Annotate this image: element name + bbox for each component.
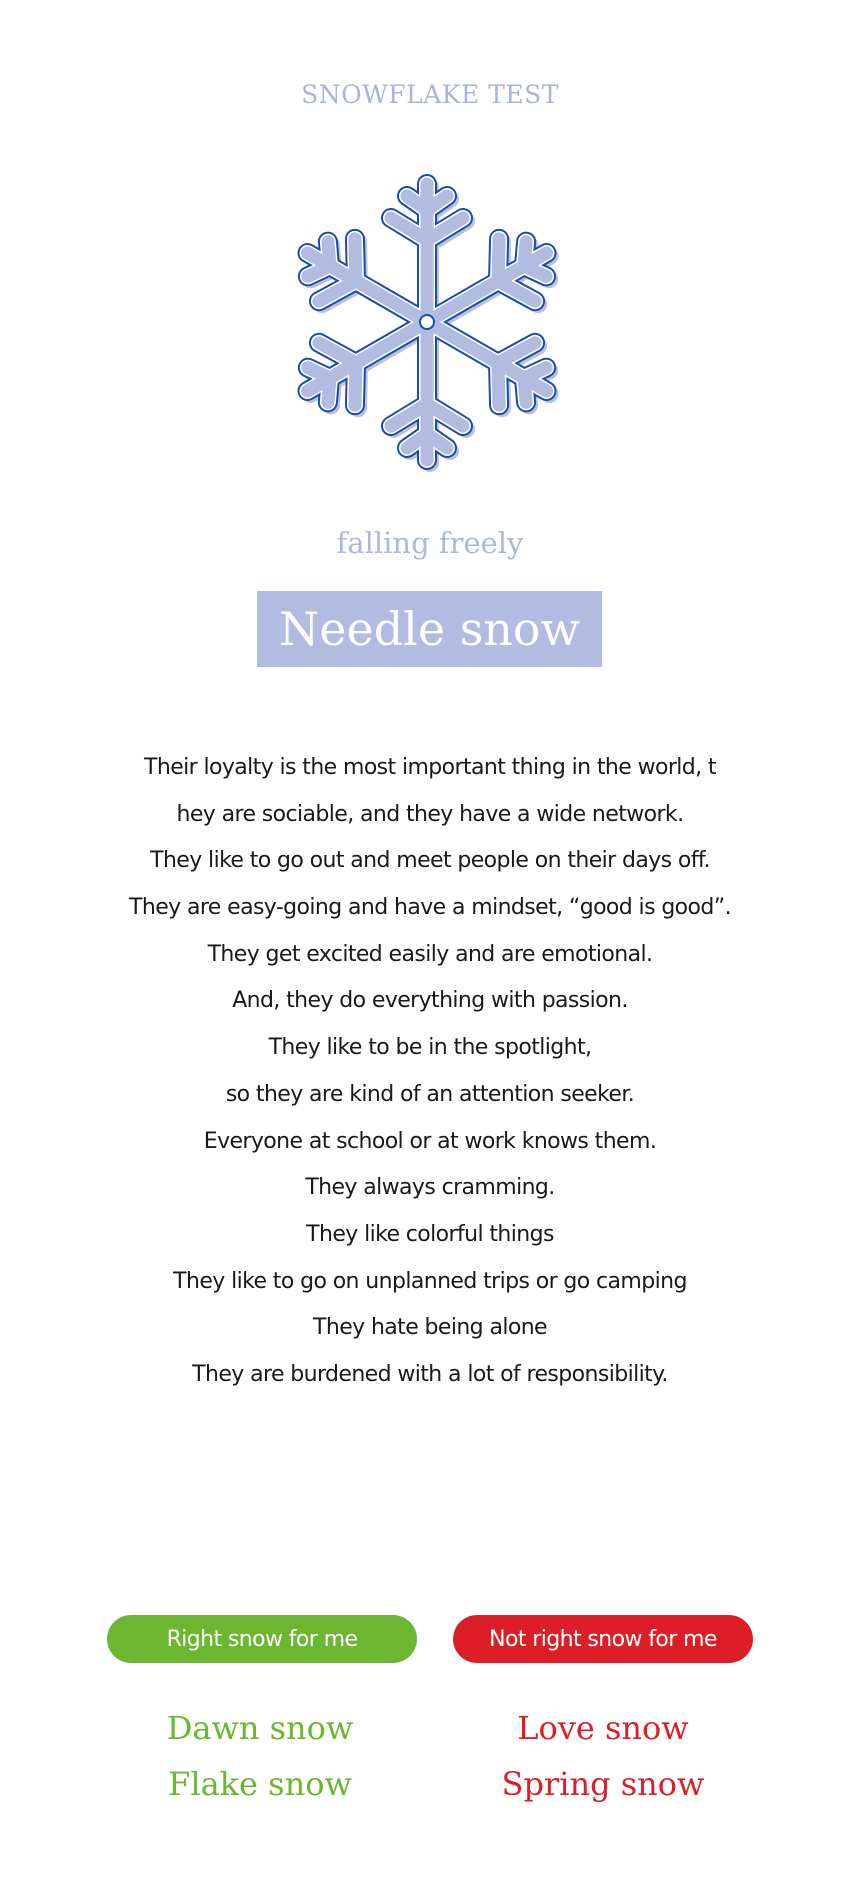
description-line: They always cramming.	[305, 1175, 555, 1201]
not-right-snow-item: Love snow	[517, 1709, 689, 1747]
description-line: They hate being alone	[313, 1315, 547, 1341]
description-list	[60, 745, 800, 1399]
not-right-snow-item: Spring snow	[501, 1765, 705, 1803]
description-line: They like to go out and meet people on their days off.	[150, 848, 710, 874]
description-line: so they are kind of an attention seeker.	[225, 1081, 635, 1107]
result-type-name: Needle snow	[279, 602, 580, 656]
right-snow-list	[100, 1700, 420, 1812]
description-line: They are easy-going and have a mindset, “good is good”.	[129, 895, 731, 921]
not-right-snow-button[interactable]: Not right snow for me	[453, 1615, 753, 1663]
description-line: hey are sociable, and they have a wide network.	[176, 801, 684, 827]
description-line: They get excited easily and are emotional.	[207, 941, 653, 967]
right-snow-item: Dawn snow	[166, 1709, 354, 1747]
description-line: They like colorful things	[306, 1221, 554, 1247]
not-right-snow-list	[443, 1700, 763, 1812]
description-line: They are burdened with a lot of responsibility.	[192, 1361, 668, 1387]
result-type-badge	[257, 591, 602, 667]
description-line: Their loyalty is the most important thing in the world, t	[144, 755, 716, 780]
description-line: They like to go on unplanned trips or go camping	[173, 1268, 687, 1294]
description-line: Everyone at school or at work knows them.	[203, 1128, 657, 1154]
right-snow-item: Flake snow	[168, 1765, 352, 1803]
description-line: And, they do everything with passion.	[232, 988, 628, 1014]
right-snow-button[interactable]: Right snow for me	[107, 1615, 417, 1663]
page-title: SNOWFLAKE TEST	[301, 80, 559, 109]
result-subtitle: falling freely	[336, 526, 524, 560]
description-line: They like to be in the spotlight,	[268, 1035, 592, 1061]
snowflake-icon	[280, 160, 580, 480]
